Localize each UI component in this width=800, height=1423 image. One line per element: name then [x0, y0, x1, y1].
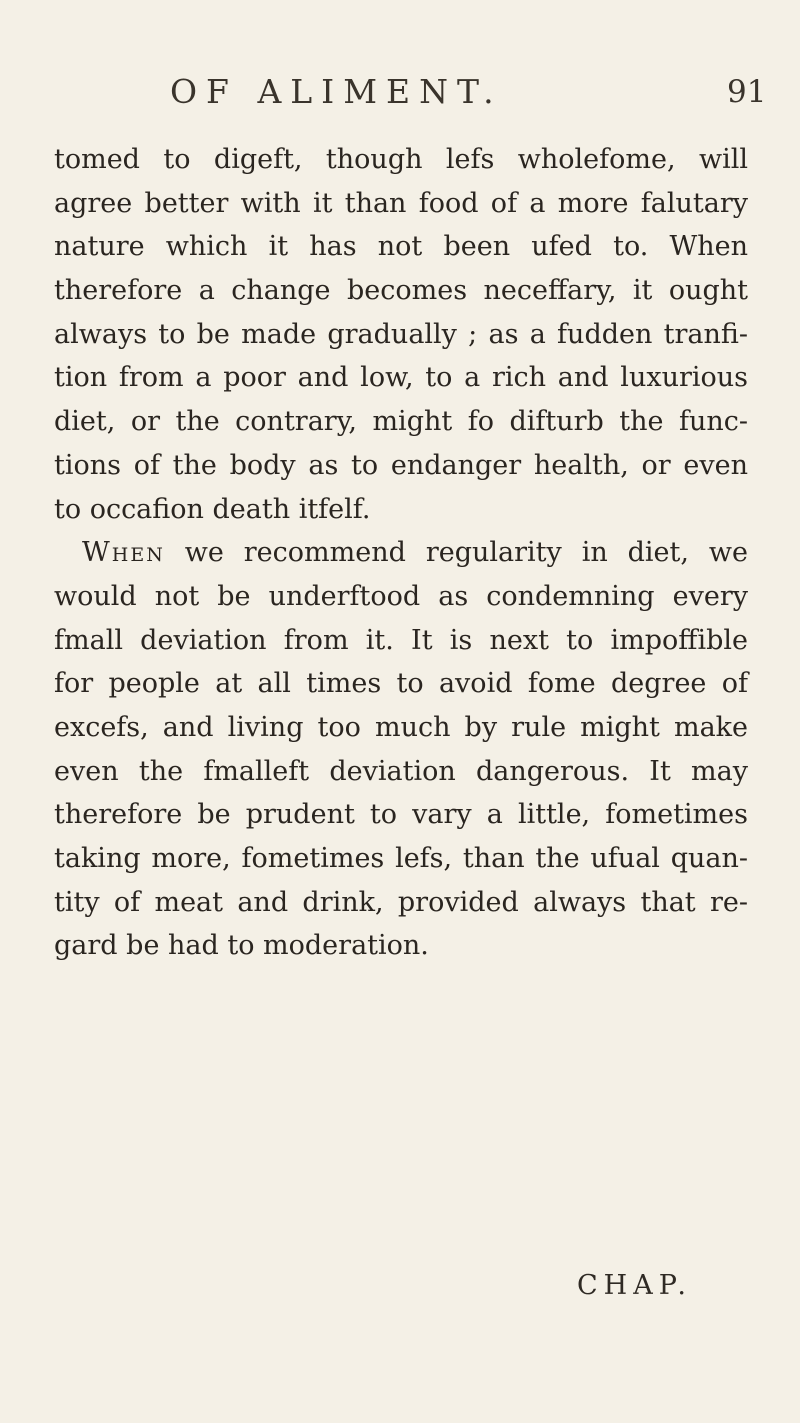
running-head: OF ALIMENT.: [170, 72, 503, 111]
small-caps-lead-word: When: [82, 537, 165, 569]
text-line: even the fmalleft deviation dangerous. It may: [54, 755, 748, 787]
text-line: fmall deviation from it. It is next to impoffible: [54, 624, 748, 656]
body-text: [54, 138, 748, 968]
text-line: tion from a poor and low, to a rich and luxurious: [54, 362, 748, 394]
text-line: for people at all times to avoid fome degree of: [54, 668, 748, 700]
paragraph-2: [54, 531, 748, 968]
paragraph-1: [54, 138, 748, 531]
text-line: therefore be prudent to vary a little, fometimes: [54, 799, 748, 831]
text-line: tomed to digeft, though lefs wholefome, will: [54, 144, 748, 175]
text-line: nature which it has not been ufed to. When: [54, 231, 748, 263]
text-line: to occafion death itfelf.: [54, 493, 371, 525]
catchword: CHAP.: [577, 1270, 692, 1301]
text-line: would not be underftood as condemning every: [54, 580, 748, 612]
page-number: 91: [727, 74, 767, 110]
text-line: always to be made gradually ; as a fudden tranfi-: [54, 318, 748, 350]
text-line: diet, or the contrary, might fo difturb the func-: [54, 406, 748, 438]
text-line: tions of the body as to endanger health, or even: [54, 449, 748, 481]
paragraph-opening-line: [54, 531, 748, 575]
text-line: gard be had to moderation.: [54, 930, 429, 962]
text-line: excefs, and living too much by rule might make: [54, 711, 748, 743]
text-line: agree better with it than food of a more falutary: [54, 187, 748, 219]
text-line: taking more, fometimes lefs, than the ufual quan-: [54, 843, 748, 874]
text-line: therefore a change becomes neceffary, it ought: [54, 275, 748, 307]
text-line: tity of meat and drink, provided always that re-: [54, 886, 748, 918]
opening-line-text: we recommend regularity in diet, we: [164, 537, 748, 569]
